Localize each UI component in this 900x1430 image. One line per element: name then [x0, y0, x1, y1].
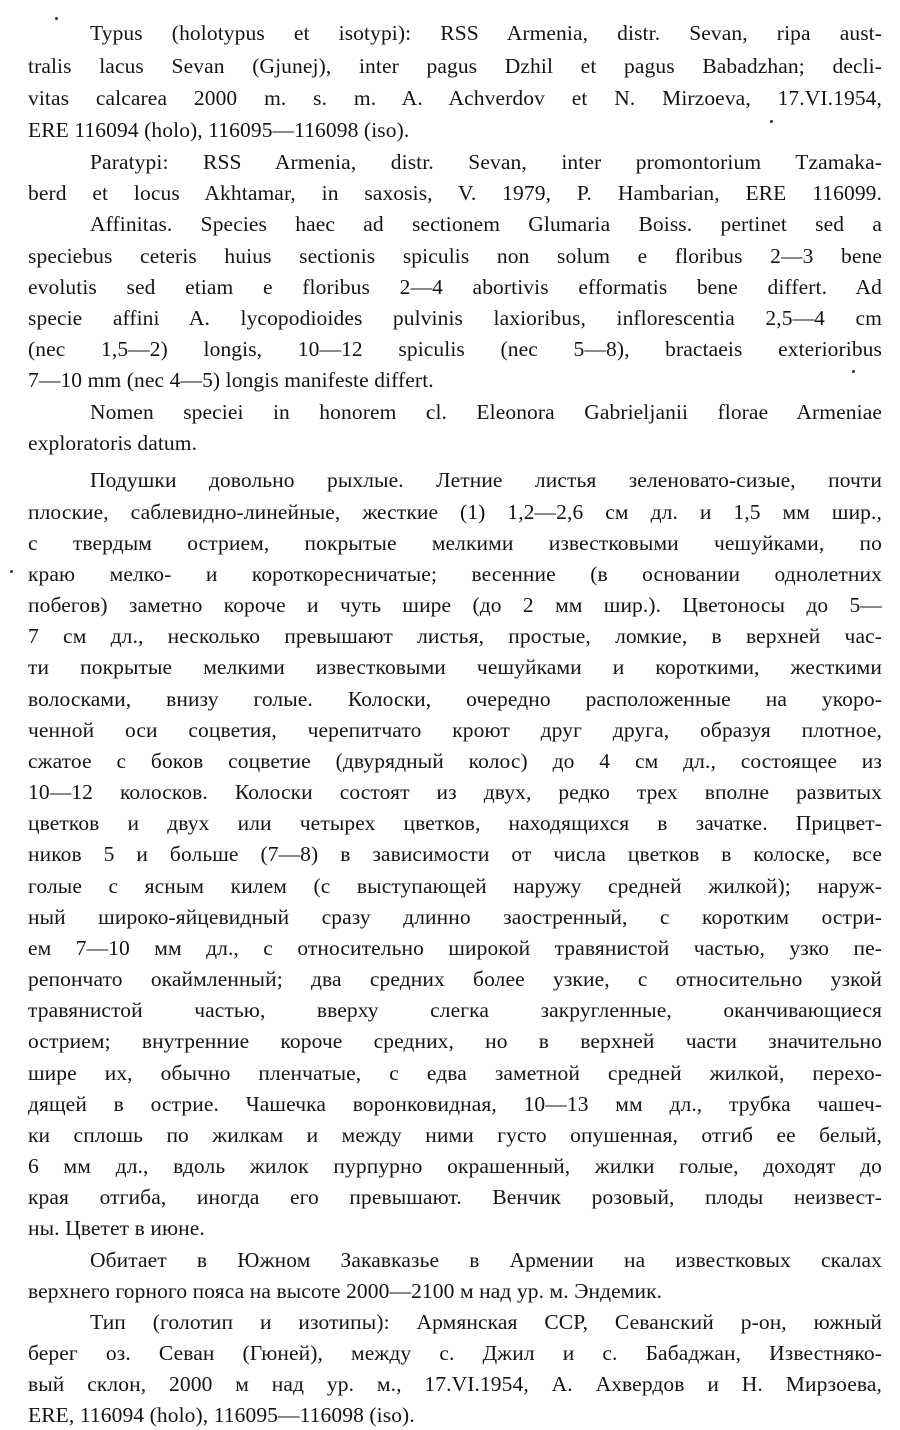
text-line: края отгиба, иногда его превышают. Венчик розовый, плоды неизвест-: [28, 1185, 882, 1209]
scan-speck: [55, 17, 58, 20]
text-line: Affinitas. Species haec ad sectionem Glumaria Boiss. pertinet sed a: [90, 212, 882, 236]
text-line: сжатое с боков соцветие (двурядный колос) до 4 см дл., состоящее из: [28, 749, 882, 773]
text-line: острием; внутренние короче средних, но в верхней части значительно: [28, 1029, 882, 1053]
text-line: ный широко-яйцевидный сразу длинно заостренный, с коротким остри-: [28, 905, 882, 929]
text-line: ERE 116094 (holo), 116095—116098 (iso).: [28, 118, 410, 142]
text-line: Обитает в Южном Закавказье в Армении на известковых скалах: [90, 1248, 882, 1272]
text-line: голые с ясным килем (с выступающей наружу средней жилкой); наруж-: [28, 874, 882, 898]
text-line: evolutis sed etiam e floribus 2—4 abortivis efformatis bene differt. Ad: [28, 275, 882, 299]
text-line: ченной оси соцветия, черепитчато кроют друг друга, образуя плотное,: [28, 718, 882, 742]
text-line: Подушки довольно рыхлые. Летние листья зеленовато-сизые, почти: [90, 468, 882, 492]
text-line: цветков и двух или четырех цветков, находящихся в зачатке. Прицвет-: [28, 811, 882, 835]
text-line: Nomen speciei in honorem cl. Eleonora Gabrieljanii florae Armeniae: [90, 400, 882, 424]
text-line: волосками, внизу голые. Колоски, очередно расположенные на укоро-: [28, 687, 882, 711]
text-line: верхнего горного пояса на высоте 2000—2100 м над ур. м. Эндемик.: [28, 1279, 663, 1303]
text-line: травянистой частью, вверху слегка закругленные, оканчивающиеся: [28, 998, 882, 1022]
text-line: с твердым острием, покрытые мелкими известковыми чешуйками, по: [28, 531, 882, 555]
text-line: берег оз. Севан (Гюней), между с. Джил и с. Бабаджан, Известняко-: [28, 1341, 882, 1365]
text-line: дящей в острие. Чашечка воронковидная, 10—13 мм дл., трубка чашеч-: [28, 1092, 882, 1116]
text-line: ны. Цветет в июне.: [28, 1216, 205, 1240]
text-line: speciebus ceteris huius sectionis spiculis non solum e floribus 2—3 bene: [28, 244, 882, 268]
scan-speck: [852, 370, 855, 373]
text-line: 7 см дл., несколько превышают листья, простые, ломкие, в верхней час-: [28, 624, 882, 648]
text-line: ERE, 116094 (holo), 116095—116098 (iso).: [28, 1403, 415, 1427]
text-line: berd et locus Akhtamar, in saxosis, V. 1979, P. Hambarian, ERE 116099.: [28, 181, 882, 205]
text-line: репончато окаймленный; два средних более узкие, с относительно узкой: [28, 967, 882, 991]
text-line: ти покрытые мелкими известковыми чешуйками и короткими, жесткими: [28, 655, 882, 679]
text-line: ем 7—10 мм дл., с относительно широкой травянистой частью, узко пе-: [28, 936, 882, 960]
text-line: vitas calcarea 2000 m. s. m. A. Achverdov et N. Mirzoeva, 17.VI.1954,: [28, 86, 882, 110]
text-line: 7—10 mm (nec 4—5) longis manifeste differt.: [28, 368, 434, 392]
text-line: 6 мм дл., вдоль жилок пурпурно окрашенный, жилки голые, доходят до: [28, 1154, 882, 1178]
text-line: tralis lacus Sevan (Gjunej), inter pagus Dzhil et pagus Babadzhan; decli-: [28, 54, 882, 78]
scan-speck: [770, 120, 773, 123]
scan-speck: [10, 570, 13, 573]
text-line: ки сплошь по жилкам и между ними густо опушенная, отгиб ее белый,: [28, 1123, 882, 1147]
text-line: (nec 1,5—2) longis, 10—12 spiculis (nec 5—8), bractaeis exterioribus: [28, 337, 882, 361]
text-line: exploratoris datum.: [28, 431, 198, 455]
text-line: specie affini A. lycopodioides pulvinis laxioribus, inflorescentia 2,5—4 cm: [28, 306, 882, 330]
text-line: побегов) заметно короче и чуть шире (до 2 мм шир.). Цветоносы до 5—: [28, 593, 882, 617]
text-line: Paratypi: RSS Armenia, distr. Sevan, inter promontorium Tzamaka-: [90, 150, 882, 174]
text-line: Typus (holotypus et isotypi): RSS Armenia, distr. Sevan, ripa aust-: [90, 21, 882, 45]
text-line: вый склон, 2000 м над ур. м., 17.VI.1954, А. Ахвердов и Н. Мирзоева,: [28, 1372, 882, 1396]
text-line: шире их, обычно пленчатые, с едва заметной средней жилкой, перехо-: [28, 1061, 882, 1085]
text-line: 10—12 колосков. Колоски состоят из двух, редко трех вполне развитых: [28, 780, 882, 804]
text-line: Тип (голотип и изотипы): Армянская ССР, Севанский р-он, южный: [90, 1310, 882, 1334]
text-line: краю мелко- и короткоресничатые; весенние (в основании однолетних: [28, 562, 882, 586]
text-line: плоские, саблевидно-линейные, жесткие (1) 1,2—2,6 см дл. и 1,5 мм шир.,: [28, 500, 882, 524]
text-line: ников 5 и больше (7—8) в зависимости от числа цветков в колоске, все: [28, 842, 882, 866]
